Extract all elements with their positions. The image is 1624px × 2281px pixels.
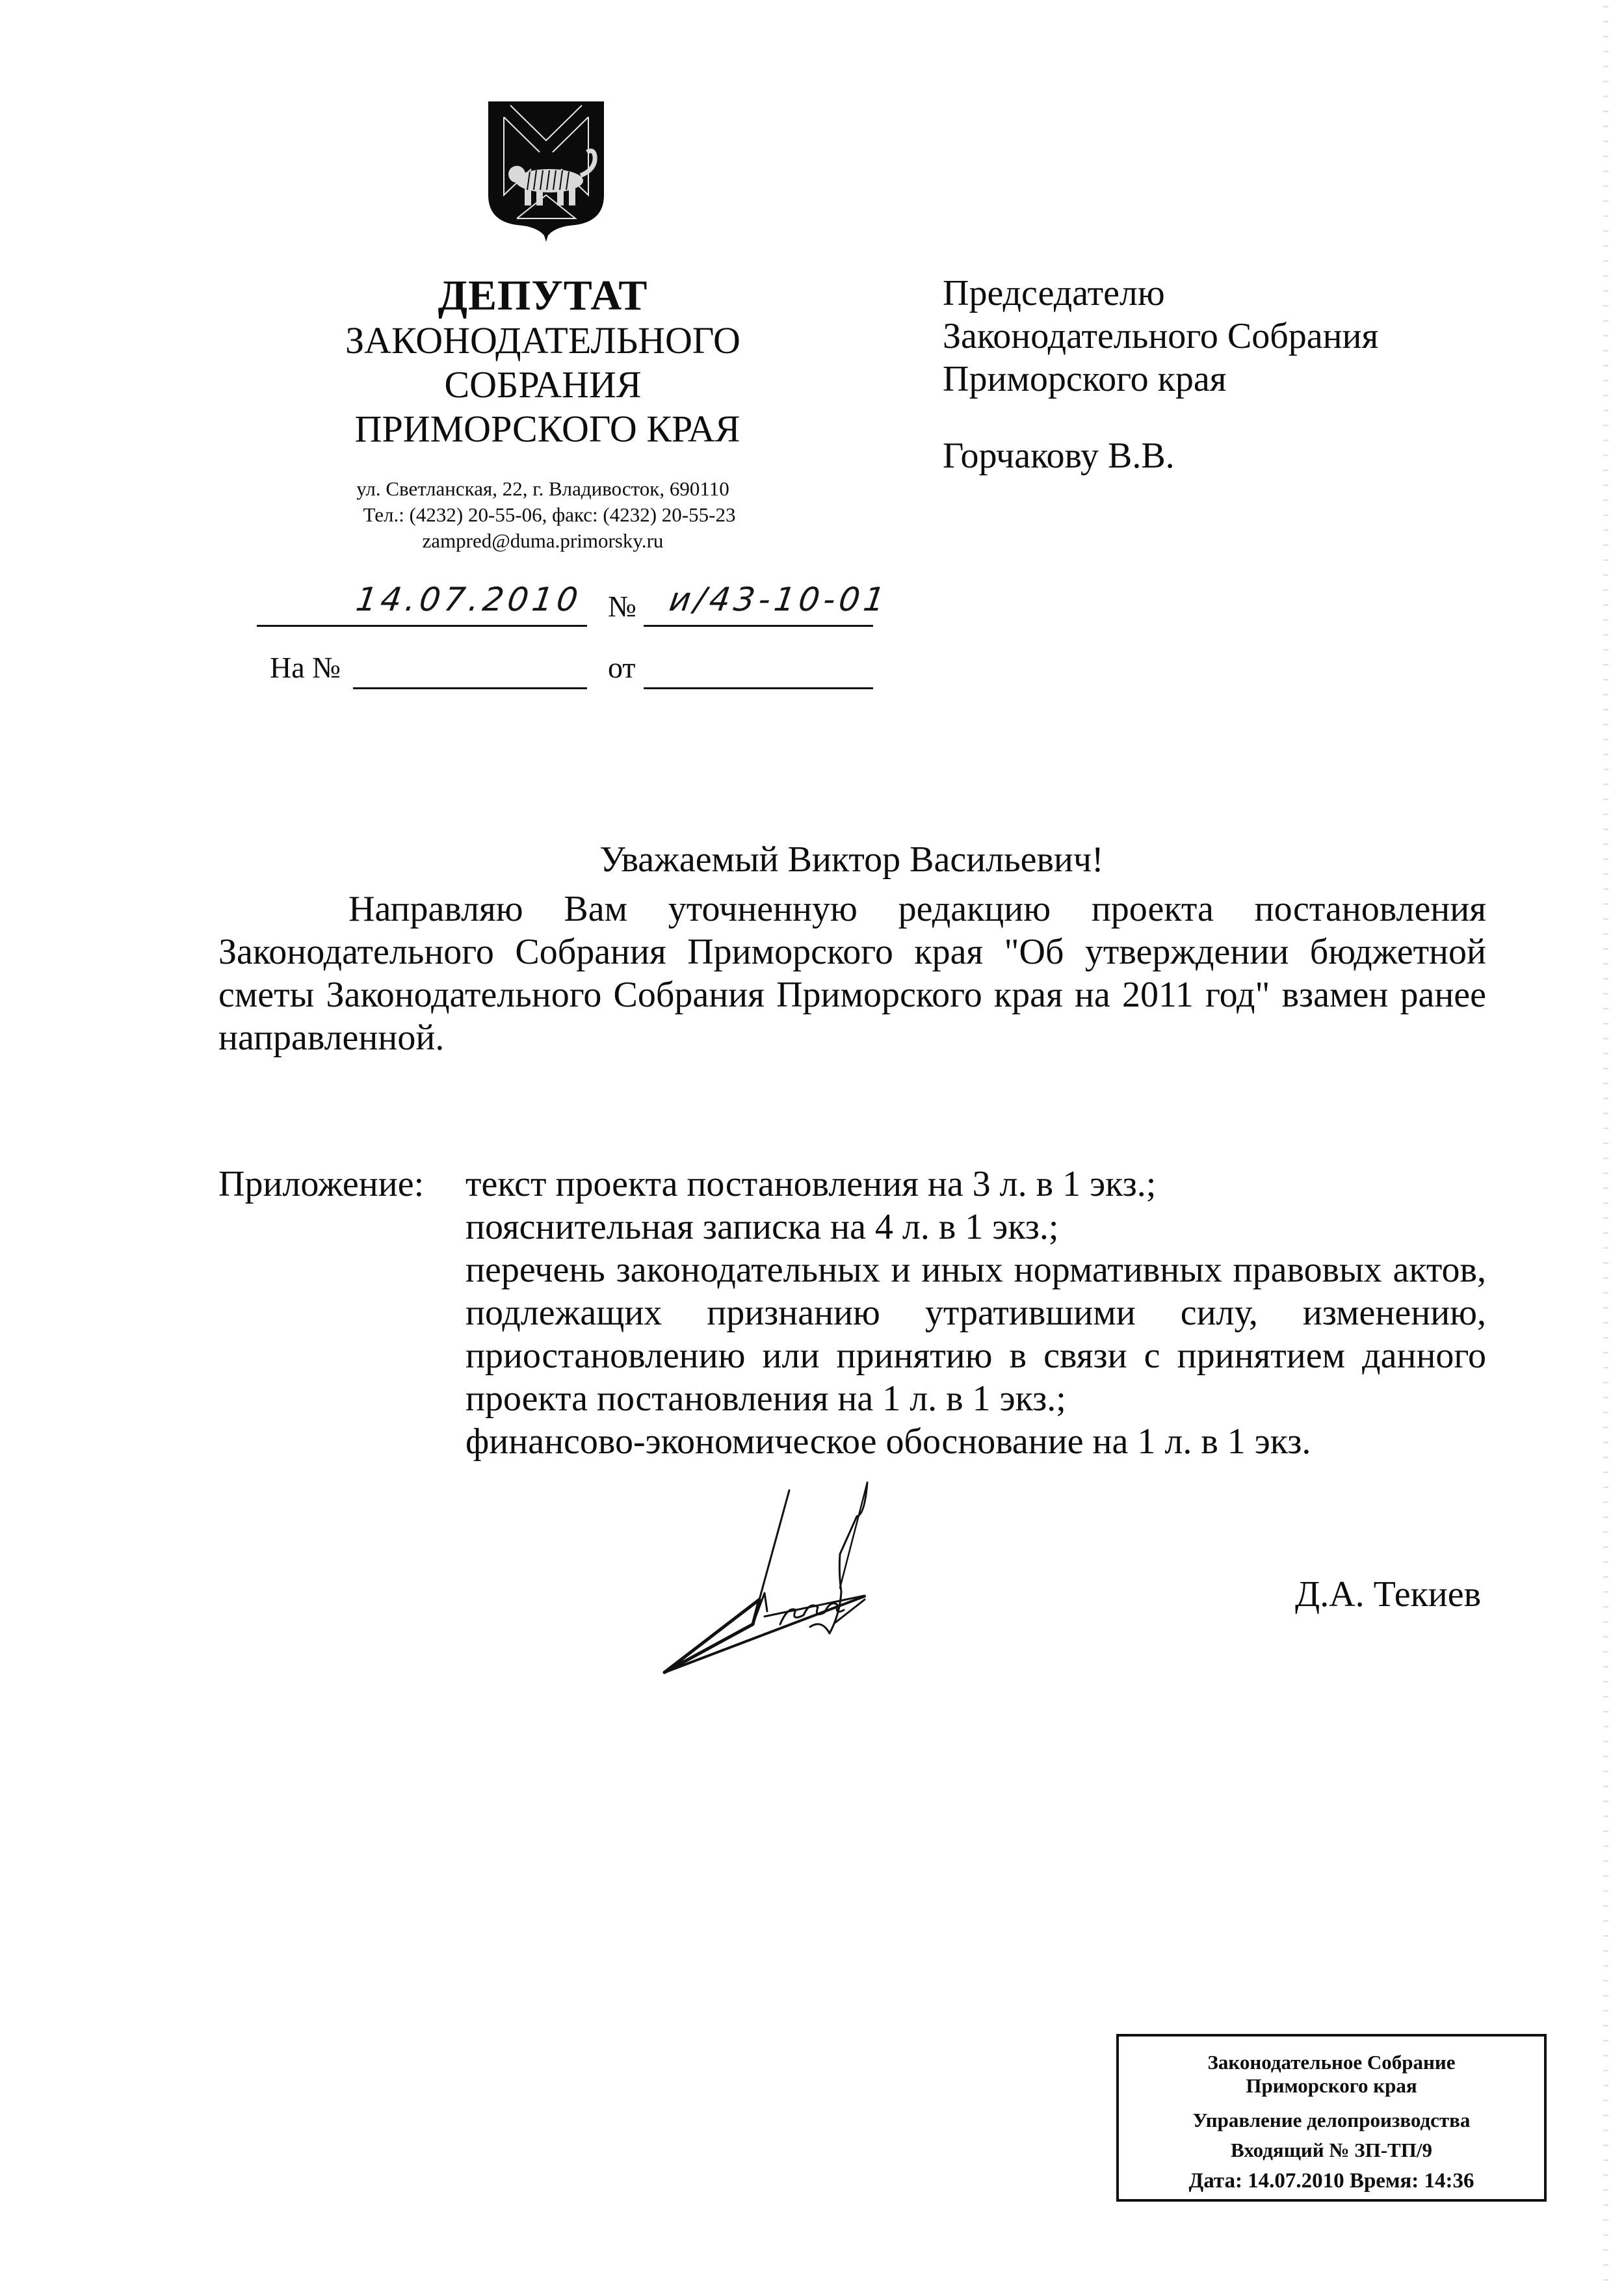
letterhead-phones: Тел.: (4232) 20-55-06, факс: (4232) 20-55-23 — [363, 503, 736, 526]
incoming-registration-stamp — [1116, 2034, 1547, 2202]
coat-of-arms-icon — [484, 98, 608, 242]
appendix-item: текст проекта постановления на 3 л. в 1 экз.; — [465, 1164, 1157, 1204]
addressee-block — [943, 272, 1378, 477]
reply-to-field — [353, 687, 587, 689]
from-field — [644, 687, 873, 689]
letterhead-email: zampred@duma.primorsky.ru — [422, 529, 664, 552]
appendix-item: финансово-экономическое обоснование на 1 л. в 1 экз. — [465, 1421, 1311, 1462]
handwritten-signature-icon — [650, 1463, 1222, 1710]
letterhead — [312, 273, 774, 554]
letterhead-title: ДЕПУТАТ — [438, 272, 648, 319]
stamp-line-1: Законодательное Собрание — [1207, 2051, 1456, 2074]
letterhead-line-3: ПРИМОРСКОГО КРАЯ — [354, 408, 740, 450]
addressee-line-2: Законодательного Собрания — [943, 316, 1379, 356]
date-underline — [257, 625, 587, 627]
outgoing-number: и/43-10-01 — [666, 581, 891, 618]
reply-to-label: На № — [270, 651, 341, 684]
signer-name: Д.А. Текиев — [1295, 1574, 1482, 1615]
from-label: от — [608, 651, 636, 684]
number-label: № — [608, 590, 636, 623]
stamp-line-2: Приморского края — [1246, 2074, 1417, 2097]
appendix-label: Приложение: — [218, 1164, 425, 1204]
stamp-line-5: Дата: 14.07.2010 Время: 14:36 — [1188, 2169, 1474, 2193]
letterhead-address: ул. Светланская, 22, г. Владивосток, 690110 — [356, 477, 729, 500]
scan-edge-artifact — [1603, 0, 1608, 2281]
appendix-item: пояснительная записка на 4 л. в 1 экз.; — [465, 1207, 1059, 1247]
body-paragraph: Направляю Вам уточненную редакцию проекта постановления Законодательного Собрания Приморского края "Об утверждении бюджетной сметы Законодательного Собрания Приморского края на 2011 год" взамен ранее направленной. — [218, 889, 1486, 1058]
appendix-item: перечень законодательных и иных нормативных правовых актов, подлежащих признанию утратившими силу, изменению, приостановлению или принятию в связи с принятием данного проекта постановления на 1 л. в 1 экз.; — [465, 1250, 1486, 1419]
outgoing-date: 14.07.2010 — [353, 581, 584, 618]
addressee-line-1: Председателю — [943, 273, 1165, 313]
letterhead-line-1: ЗАКОНОДАТЕЛЬНОГО — [345, 319, 740, 362]
salutation: Уважаемый Виктор Васильевич! — [599, 839, 1104, 880]
letterhead-contacts — [312, 476, 774, 554]
stamp-line-4: Входящий № ЗП-ТП/9 — [1231, 2139, 1432, 2161]
number-underline — [644, 625, 873, 627]
addressee-line-3: Приморского края — [943, 359, 1227, 399]
addressee-name: Горчакову В.В. — [943, 436, 1175, 476]
appendix-list — [465, 1163, 1486, 1463]
stamp-line-3: Управление делопроизводства — [1192, 2109, 1471, 2131]
letterhead-line-2: СОБРАНИЯ — [444, 363, 642, 406]
